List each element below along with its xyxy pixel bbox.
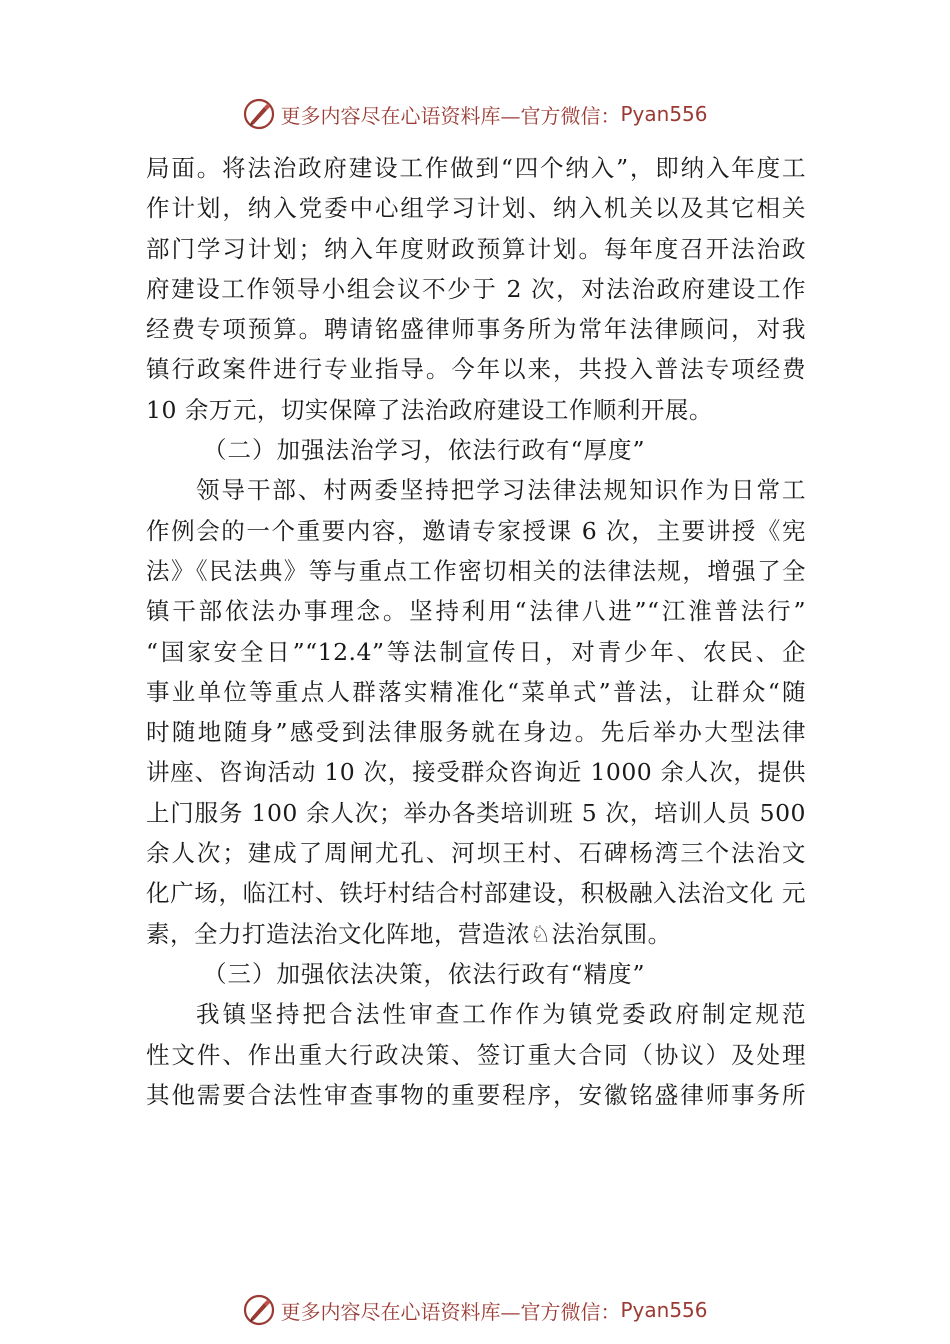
header-wechat-id: Pyan556 — [620, 102, 708, 126]
header-banner-text: 更多内容尽在心语资料库—官方微信： — [280, 103, 621, 128]
text-line: 作计划，纳入党委中心组学习计划、纳入机关以及其它相关 — [146, 194, 806, 223]
paragraph-1 — [146, 148, 806, 430]
header-banner — [0, 94, 950, 134]
text-line: 化广场，临江村、铁圩村结合村部建设，积极融入法治文化 元 — [146, 879, 806, 908]
paragraph-3 — [146, 994, 806, 1115]
text-line: 经费专项预算。聘请铭盛律师事务所为常年法律顾问，对我 — [146, 315, 806, 344]
text-line: 法》《民法典》等与重点工作密切相关的法律法规，增强了全 — [146, 556, 806, 585]
paragraph-2 — [146, 470, 806, 954]
text-line: 素，全力打造法治文化阵地，营造浓♘法治氛围。 — [146, 919, 672, 948]
text-line: 作例会的一个重要内容，邀请专家授课 6 次，主要讲授《宪 — [146, 516, 806, 545]
text-line: 讲座、咨询活动 10 次，接受群众咨询近 1000 余人次，提供 — [146, 758, 806, 787]
footer-banner-text: 更多内容尽在心语资料库—官方微信： — [280, 1299, 621, 1324]
text-line: 余人次；建成了周闸尤孔、河坝王村、石碑杨湾三个法治文 — [146, 839, 806, 868]
text-line: 性文件、作出重大行政决策、签订重大合同（协议）及处理 — [146, 1040, 806, 1069]
text-line: 我镇坚持把合法性审查工作作为镇党委政府制定规范 — [196, 1000, 806, 1029]
pen-seal-icon — [242, 97, 276, 131]
section-heading-2: （二）加强法治学习，依法行政有“厚度” — [203, 436, 646, 465]
text-line: 10 余万元，切实保障了法治政府建设工作顺利开展。 — [146, 395, 713, 424]
text-line: 局面。将法治政府建设工作做到“四个纳入”，即纳入年度工 — [146, 154, 806, 182]
text-line: 上门服务 100 余人次；举办各类培训班 5 次，培训人员 500 — [146, 798, 806, 827]
footer-banner — [0, 1290, 950, 1330]
text-line: 时随地随身”感受到法律服务就在身边。先后举办大型法律 — [146, 718, 806, 747]
text-line: 府建设工作领导小组会议不少于 2 次，对法治政府建设工作 — [146, 274, 806, 303]
pen-seal-icon — [242, 1293, 276, 1327]
text-line: “国家安全日”“12.4”等法制宣传日，对青少年、农民、企 — [146, 637, 806, 666]
text-line: 镇干部依法办事理念。坚持利用“法律八进”“江淮普法行” — [146, 597, 806, 626]
text-line: 镇行政案件进行专业指导。今年以来，共投入普法专项经费 — [146, 355, 806, 384]
section-heading-3: （三）加强依法决策，依法行政有“精度” — [203, 959, 646, 988]
text-line: 领导干部、村两委坚持把学习法律法规知识作为日常工 — [196, 476, 806, 505]
text-line: 事业单位等重点人群落实精准化“菜单式”普法，让群众“随 — [146, 677, 806, 706]
document-body — [146, 148, 806, 1115]
footer-wechat-id: Pyan556 — [620, 1298, 708, 1322]
text-line: 部门学习计划；纳入年度财政预算计划。每年度召开法治政 — [146, 234, 806, 263]
text-line: 其他需要合法性审查事物的重要程序，安徽铭盛律师事务所 — [146, 1080, 806, 1109]
